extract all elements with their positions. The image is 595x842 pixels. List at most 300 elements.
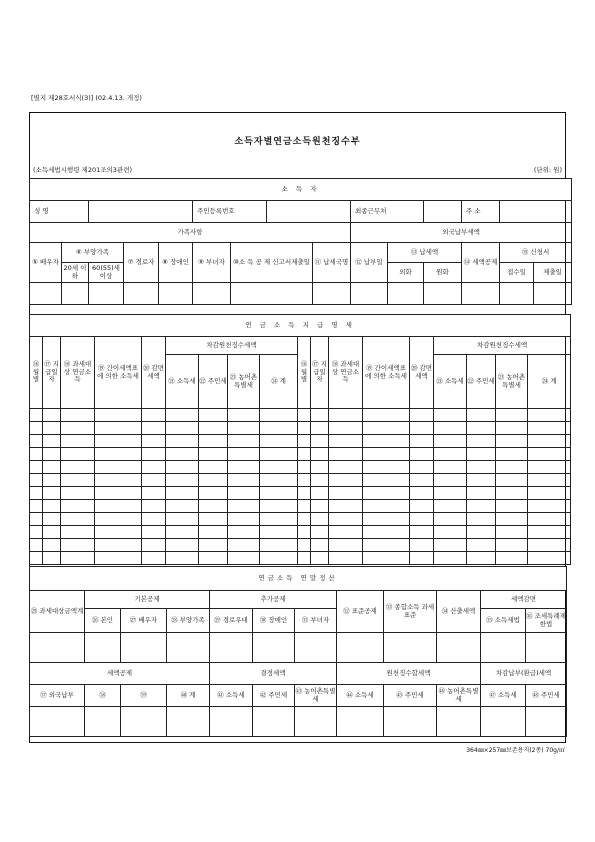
pay-cell[interactable]: [496, 500, 528, 513]
pay-cell[interactable]: [43, 435, 61, 448]
pay-cell[interactable]: [496, 474, 528, 487]
pay-date: ⑰ 지급일자: [43, 337, 61, 409]
pay-cell[interactable]: [142, 526, 166, 539]
pay-cell[interactable]: [166, 539, 199, 552]
cell[interactable]: [30, 283, 62, 305]
pay-cell[interactable]: [166, 474, 199, 487]
family-spouse: ⑤ 배우자: [30, 243, 62, 283]
pay-cell[interactable]: [434, 474, 467, 487]
pay-cell[interactable]: [43, 487, 61, 500]
pay-cell[interactable]: [329, 487, 363, 500]
pay-cell[interactable]: [95, 487, 142, 500]
pay-cell[interactable]: [30, 487, 43, 500]
cell[interactable]: [231, 283, 313, 305]
cell[interactable]: [121, 633, 167, 663]
cell[interactable]: [462, 283, 500, 305]
pay-cell[interactable]: [30, 461, 43, 474]
pay-cell[interactable]: [298, 500, 311, 513]
pay-cell[interactable]: [496, 409, 528, 422]
section-settle: 연금소득 연말정산: [30, 567, 567, 591]
pay-cell[interactable]: [142, 474, 166, 487]
pay-cell[interactable]: [434, 487, 467, 500]
pay-cell[interactable]: [199, 539, 228, 552]
pay-cell[interactable]: [410, 513, 434, 526]
pay-cell[interactable]: [298, 422, 311, 435]
cell[interactable]: [210, 707, 253, 737]
pay-cell[interactable]: [329, 539, 363, 552]
pay-cell[interactable]: [329, 422, 363, 435]
pay-cell[interactable]: [199, 526, 228, 539]
pay-cell[interactable]: [467, 461, 496, 474]
cell[interactable]: [89, 283, 124, 305]
pay-cell[interactable]: [43, 513, 61, 526]
pay-cell[interactable]: [467, 448, 496, 461]
pay-cell[interactable]: [363, 435, 410, 448]
cell[interactable]: [85, 707, 121, 737]
form-number: [별지 제28호서식(3)] (02.4.13. 개정): [31, 94, 142, 102]
pay-cell[interactable]: [199, 409, 228, 422]
pay-cell[interactable]: [95, 474, 142, 487]
pay-cell[interactable]: [199, 513, 228, 526]
pay-cell[interactable]: [298, 461, 311, 474]
pay-cell[interactable]: [311, 461, 329, 474]
pay-cell[interactable]: [95, 552, 142, 565]
family-elderly: ⑦ 경로자: [124, 243, 159, 283]
family-deduction-date: ⑩소 득 공 제 신고서제출일: [231, 243, 313, 283]
section-pay: 연 금 소 득 지 급 명 세: [30, 315, 571, 337]
pay-cell[interactable]: [61, 461, 95, 474]
pay-cell[interactable]: [166, 487, 199, 500]
pay-cell[interactable]: [298, 526, 311, 539]
pay-cell[interactable]: [95, 435, 142, 448]
pay-cell[interactable]: [61, 435, 95, 448]
cell[interactable]: [124, 283, 159, 305]
settle-basic: 기본공제: [85, 591, 210, 609]
pay-cell[interactable]: [467, 422, 496, 435]
cell[interactable]: [62, 283, 89, 305]
pay-month-2: ⑯ 월별: [298, 337, 311, 409]
pay-cell[interactable]: [298, 474, 311, 487]
pay-cell[interactable]: [298, 552, 311, 565]
pay-cell[interactable]: [434, 513, 467, 526]
pay-cell[interactable]: [329, 526, 363, 539]
pay-cell[interactable]: [528, 500, 571, 513]
pay-cell[interactable]: [467, 552, 496, 565]
pay-cell[interactable]: [30, 409, 43, 422]
pay-row: [30, 448, 571, 461]
pay-cell[interactable]: [363, 448, 410, 461]
pay-cell[interactable]: [30, 539, 43, 552]
pay-cell[interactable]: [311, 500, 329, 513]
pay-cell[interactable]: [363, 526, 410, 539]
pay-cell[interactable]: [61, 552, 95, 565]
pay-cell[interactable]: [95, 526, 142, 539]
pay-cell[interactable]: [166, 448, 199, 461]
pay-cell[interactable]: [528, 526, 571, 539]
cell[interactable]: [313, 283, 351, 305]
cell[interactable]: [337, 633, 384, 663]
pay-cell[interactable]: [260, 435, 298, 448]
pay-cell[interactable]: [363, 552, 410, 565]
pay-cell[interactable]: [43, 448, 61, 461]
pay-cell[interactable]: [260, 539, 298, 552]
foreign-credit: ⑭ 세액공제: [462, 243, 500, 283]
pay-cell[interactable]: [142, 539, 166, 552]
pay-cell[interactable]: [329, 435, 363, 448]
pay-cell[interactable]: [311, 552, 329, 565]
pay-cell[interactable]: [311, 409, 329, 422]
pay-cell[interactable]: [434, 448, 467, 461]
pay-cell[interactable]: [410, 409, 434, 422]
pay-cell[interactable]: [142, 500, 166, 513]
pay-cell[interactable]: [467, 539, 496, 552]
settle-tax-credit: 세액공제: [30, 663, 210, 685]
pay-cell[interactable]: [142, 461, 166, 474]
settle-foreign-paid: ㊲ 외국납부: [30, 685, 85, 707]
pay-cell[interactable]: [260, 448, 298, 461]
settle-d-farm: ㊸ 농어촌특별세: [295, 685, 337, 707]
pay-cell[interactable]: [311, 539, 329, 552]
pay-cell[interactable]: [467, 526, 496, 539]
cell[interactable]: [295, 707, 337, 737]
cell[interactable]: [424, 283, 462, 305]
dep-under20: 20세 이하: [62, 263, 89, 283]
pay-cell[interactable]: [410, 552, 434, 565]
pay-cell[interactable]: [30, 474, 43, 487]
cell[interactable]: [30, 633, 85, 663]
cell[interactable]: [85, 633, 121, 663]
pay-cell[interactable]: [528, 448, 571, 461]
pay-cell[interactable]: [410, 500, 434, 513]
pay-cell[interactable]: [363, 487, 410, 500]
pay-cell[interactable]: [228, 513, 260, 526]
pay-cell[interactable]: [43, 539, 61, 552]
pay-cell[interactable]: [528, 513, 571, 526]
pay-cell[interactable]: [95, 513, 142, 526]
pay-cell[interactable]: [260, 409, 298, 422]
pay-cell[interactable]: [467, 409, 496, 422]
pay-cell[interactable]: [329, 409, 363, 422]
pay-cell[interactable]: [434, 526, 467, 539]
cell[interactable]: [253, 633, 295, 663]
settle-standard: ㉜ 표준공제: [337, 591, 384, 633]
pay-cell[interactable]: [30, 422, 43, 435]
pay-cell[interactable]: [199, 500, 228, 513]
pay-cell[interactable]: [434, 539, 467, 552]
pay-cell[interactable]: [496, 487, 528, 500]
pay-cell[interactable]: [410, 526, 434, 539]
pay-cell[interactable]: [228, 448, 260, 461]
pay-cell[interactable]: [142, 487, 166, 500]
pay-cell[interactable]: [363, 539, 410, 552]
pay-cell[interactable]: [467, 435, 496, 448]
pay-cell[interactable]: [199, 435, 228, 448]
pay-row: [30, 461, 571, 474]
pay-cell[interactable]: [329, 474, 363, 487]
pay-income-tax: ㉑ 소득세: [166, 355, 199, 409]
pay-cell[interactable]: [329, 552, 363, 565]
pay-cell[interactable]: [410, 474, 434, 487]
pay-cell[interactable]: [496, 435, 528, 448]
pay-cell[interactable]: [496, 552, 528, 565]
cell[interactable]: [210, 633, 253, 663]
pay-cell[interactable]: [467, 474, 496, 487]
cell[interactable]: [159, 283, 193, 305]
pay-cell[interactable]: [528, 474, 571, 487]
pay-cell[interactable]: [363, 474, 410, 487]
cell[interactable]: [481, 707, 526, 737]
pay-cell[interactable]: [228, 422, 260, 435]
pay-cell[interactable]: [410, 448, 434, 461]
pay-cell[interactable]: [166, 422, 199, 435]
pay-cell[interactable]: [199, 422, 228, 435]
settlement-table: [29, 566, 567, 737]
pay-cell[interactable]: [166, 461, 199, 474]
submit-date: 제출일: [534, 263, 572, 283]
pay-cell[interactable]: [496, 526, 528, 539]
field-address[interactable]: [500, 201, 572, 223]
pay-taxable: ⑱ 과세대상 연금소득: [61, 337, 95, 409]
pay-cell[interactable]: [142, 448, 166, 461]
foreign-pay-date: ⑫ 납부일: [351, 243, 388, 283]
pay-cell[interactable]: [260, 526, 298, 539]
pay-cell[interactable]: [228, 526, 260, 539]
pay-cell[interactable]: [329, 448, 363, 461]
pay-cell[interactable]: [298, 513, 311, 526]
cell[interactable]: [295, 633, 337, 663]
pay-cell[interactable]: [528, 461, 571, 474]
pay-cell[interactable]: [311, 448, 329, 461]
pay-cell[interactable]: [298, 539, 311, 552]
pay-cell[interactable]: [311, 474, 329, 487]
pay-cell[interactable]: [410, 435, 434, 448]
pay-cell[interactable]: [228, 435, 260, 448]
field-resident-id[interactable]: [267, 201, 351, 223]
pay-cell[interactable]: [311, 422, 329, 435]
pay-cell[interactable]: [43, 500, 61, 513]
pay-cell[interactable]: [30, 526, 43, 539]
cell[interactable]: [193, 283, 231, 305]
pay-cell[interactable]: [260, 474, 298, 487]
pay-cell[interactable]: [467, 500, 496, 513]
pay-cell[interactable]: [228, 461, 260, 474]
pay-cell[interactable]: [95, 448, 142, 461]
field-name[interactable]: [89, 201, 193, 223]
pay-cell[interactable]: [329, 500, 363, 513]
pay-cell[interactable]: [95, 422, 142, 435]
pay-cell[interactable]: [43, 552, 61, 565]
pay-cell[interactable]: [467, 487, 496, 500]
pay-cell[interactable]: [228, 474, 260, 487]
cell[interactable]: [30, 707, 85, 737]
cell[interactable]: [253, 707, 295, 737]
pay-month: ⑯ 월별: [30, 337, 43, 409]
pay-cell[interactable]: [496, 513, 528, 526]
pay-cell[interactable]: [43, 461, 61, 474]
field-workplace[interactable]: [424, 201, 462, 223]
pay-cell[interactable]: [363, 500, 410, 513]
pay-cell[interactable]: [95, 409, 142, 422]
pay-cell[interactable]: [298, 448, 311, 461]
pay-cell[interactable]: [260, 552, 298, 565]
pay-cell[interactable]: [528, 487, 571, 500]
pay-cell[interactable]: [142, 435, 166, 448]
cell[interactable]: [388, 283, 424, 305]
family-dependents: ⑥ 부양가족: [62, 243, 124, 263]
cell[interactable]: [384, 707, 437, 737]
pay-cell[interactable]: [434, 422, 467, 435]
cell[interactable]: [351, 283, 388, 305]
law-reference: (소득세법시행령 제201조의3관련): [33, 166, 133, 174]
pay-cell[interactable]: [61, 487, 95, 500]
settle-dependents: ㉘ 부양가족: [167, 609, 210, 633]
pay-cell[interactable]: [142, 409, 166, 422]
cell[interactable]: [337, 707, 384, 737]
pay-cell[interactable]: [95, 461, 142, 474]
pay-cell[interactable]: [199, 448, 228, 461]
pay-cell[interactable]: [528, 422, 571, 435]
pay-cell[interactable]: [61, 500, 95, 513]
pay-cell[interactable]: [166, 409, 199, 422]
pay-cell[interactable]: [528, 539, 571, 552]
pay-cell[interactable]: [61, 474, 95, 487]
pay-cell[interactable]: [199, 461, 228, 474]
pay-cell[interactable]: [166, 435, 199, 448]
pay-cell[interactable]: [228, 500, 260, 513]
pay-rows: [30, 409, 571, 565]
pay-cell[interactable]: [410, 422, 434, 435]
pay-cell[interactable]: [311, 487, 329, 500]
pay-cell[interactable]: [61, 526, 95, 539]
pay-cell[interactable]: [228, 487, 260, 500]
pay-cell[interactable]: [61, 448, 95, 461]
pay-cell[interactable]: [363, 461, 410, 474]
pay-cell[interactable]: [199, 474, 228, 487]
cell[interactable]: [437, 633, 481, 663]
pay-cell[interactable]: [311, 513, 329, 526]
footer-note: 364㎜×257㎜보존용지(2종) 70g/㎡: [466, 747, 565, 754]
pay-cell[interactable]: [43, 422, 61, 435]
settle-w-income: ㊹ 소득세: [337, 685, 384, 707]
pay-cell[interactable]: [199, 552, 228, 565]
pay-cell[interactable]: [260, 500, 298, 513]
pay-cell[interactable]: [496, 422, 528, 435]
pay-cell[interactable]: [311, 526, 329, 539]
family-tax-country: ⑪ 납세국명: [313, 243, 351, 283]
pay-cell[interactable]: [298, 487, 311, 500]
pay-cell[interactable]: [434, 409, 467, 422]
pay-cell[interactable]: [166, 552, 199, 565]
settle-w-resident: ㊺ 주민세: [384, 685, 437, 707]
pay-date-2: ⑰ 지급일자: [311, 337, 329, 409]
pay-cell[interactable]: [43, 474, 61, 487]
pay-cell[interactable]: [61, 422, 95, 435]
pay-cell[interactable]: [30, 552, 43, 565]
pay-cell[interactable]: [166, 500, 199, 513]
cell[interactable]: [384, 633, 437, 663]
cell[interactable]: [481, 633, 526, 663]
pay-cell[interactable]: [329, 513, 363, 526]
pay-row: [30, 552, 571, 565]
pay-cell[interactable]: [30, 500, 43, 513]
settle-w-farm: ㊻ 농어촌특별세: [437, 685, 481, 707]
pay-cell[interactable]: [528, 552, 571, 565]
pay-cell[interactable]: [228, 552, 260, 565]
settle-income-tax-law: ㉟ 소득세법: [481, 609, 526, 633]
pay-cell[interactable]: [363, 422, 410, 435]
pay-cell[interactable]: [142, 513, 166, 526]
settle-d-resident: ㊷ 주민세: [253, 685, 295, 707]
pay-cell[interactable]: [166, 513, 199, 526]
pay-cell[interactable]: [260, 487, 298, 500]
pay-cell[interactable]: [410, 461, 434, 474]
settle-withheld: 원천징수합세액: [337, 663, 481, 685]
pay-cell[interactable]: [496, 461, 528, 474]
pay-cell[interactable]: [496, 539, 528, 552]
pay-reduced-2: ⑳ 감면세액: [410, 337, 434, 409]
pay-cell[interactable]: [410, 539, 434, 552]
pay-cell[interactable]: [260, 422, 298, 435]
pay-cell[interactable]: [260, 513, 298, 526]
pay-cell[interactable]: [467, 513, 496, 526]
family-woman: ⑨ 부녀자: [193, 243, 231, 283]
pay-cell[interactable]: [298, 409, 311, 422]
cell[interactable]: [167, 633, 210, 663]
cell[interactable]: [526, 633, 567, 663]
cell[interactable]: [121, 707, 167, 737]
pay-cell[interactable]: [329, 461, 363, 474]
pay-cell[interactable]: [142, 552, 166, 565]
cell[interactable]: [500, 283, 534, 305]
pay-cell[interactable]: [43, 409, 61, 422]
settle-woman: ㉛ 부녀자: [295, 609, 337, 633]
pay-cell[interactable]: [528, 435, 571, 448]
pay-cell[interactable]: [166, 526, 199, 539]
pay-cell[interactable]: [95, 539, 142, 552]
pay-cell[interactable]: [30, 513, 43, 526]
pay-cell[interactable]: [528, 409, 571, 422]
pay-cell[interactable]: [61, 513, 95, 526]
pay-cell[interactable]: [260, 461, 298, 474]
pay-cell[interactable]: [311, 435, 329, 448]
cell[interactable]: [534, 283, 572, 305]
pay-cell[interactable]: [410, 487, 434, 500]
pay-cell[interactable]: [61, 539, 95, 552]
pay-cell[interactable]: [228, 539, 260, 552]
pay-cell[interactable]: [434, 435, 467, 448]
cell[interactable]: [526, 707, 567, 737]
pay-cell[interactable]: [434, 552, 467, 565]
pay-cell[interactable]: [496, 448, 528, 461]
pay-cell[interactable]: [30, 435, 43, 448]
pay-cell[interactable]: [199, 487, 228, 500]
pay-row: [30, 539, 571, 552]
pay-cell[interactable]: [434, 500, 467, 513]
pay-cell[interactable]: [30, 448, 43, 461]
pay-cell[interactable]: [61, 409, 95, 422]
pay-cell[interactable]: [43, 526, 61, 539]
cell[interactable]: [167, 707, 210, 737]
pay-cell[interactable]: [228, 409, 260, 422]
pay-cell[interactable]: [363, 513, 410, 526]
settle-c39: ㊴: [121, 685, 167, 707]
pay-cell[interactable]: [363, 409, 410, 422]
pay-cell[interactable]: [95, 500, 142, 513]
cell[interactable]: [437, 707, 481, 737]
pay-cell[interactable]: [434, 461, 467, 474]
pay-cell[interactable]: [298, 435, 311, 448]
pay-cell[interactable]: [142, 422, 166, 435]
